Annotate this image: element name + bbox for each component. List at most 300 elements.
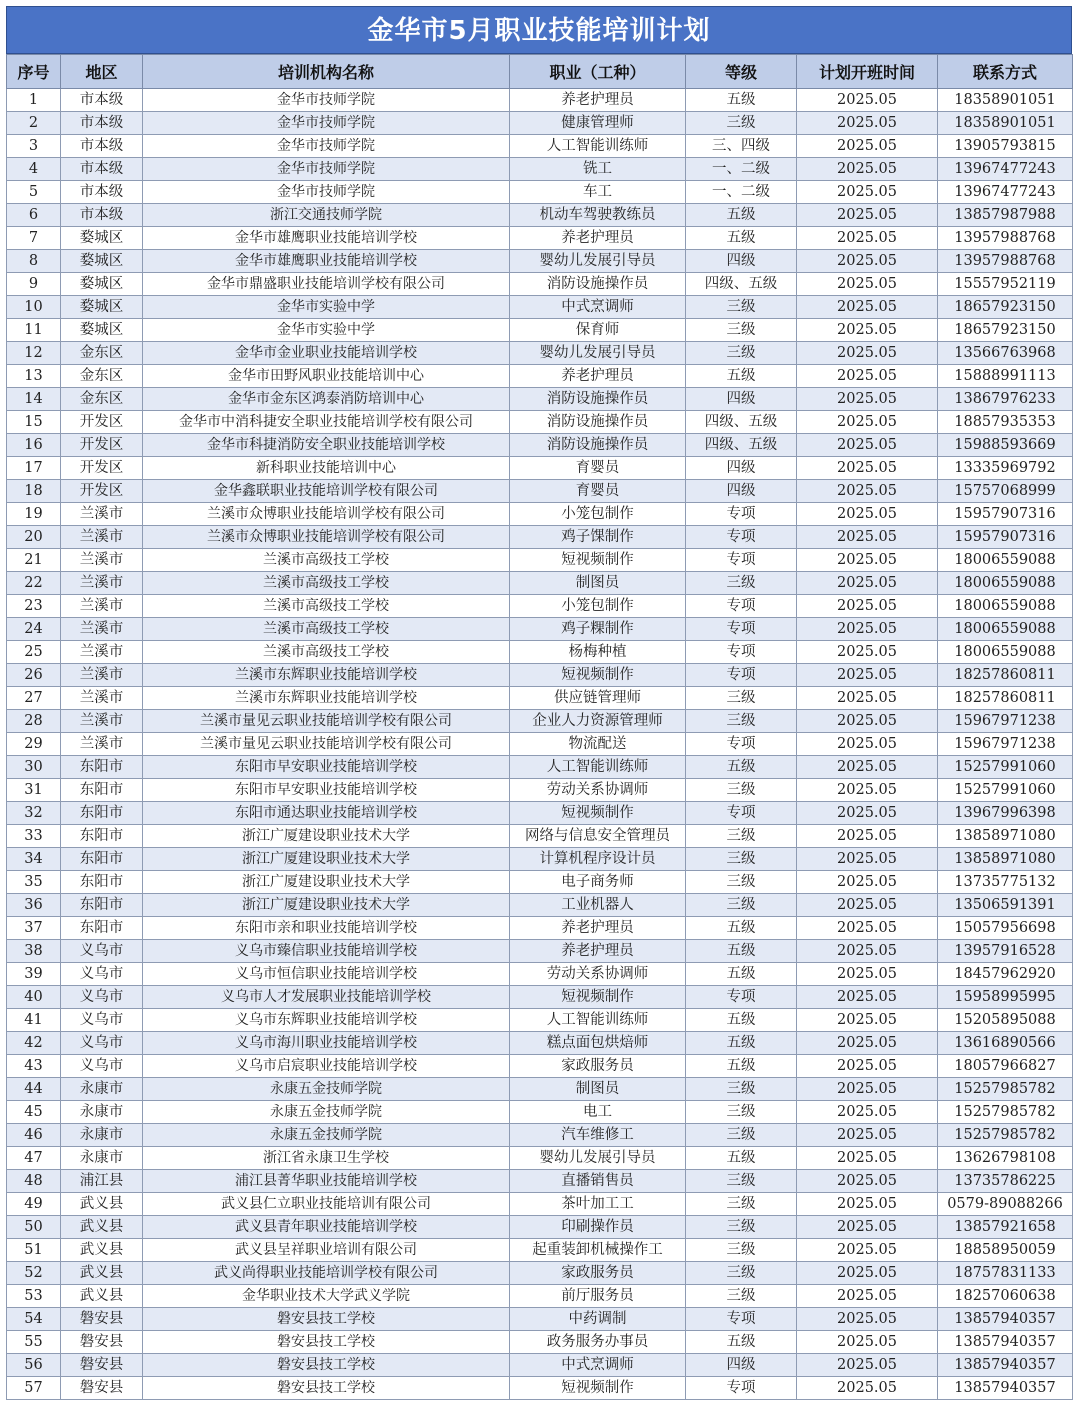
cell-occupation: 养老护理员 [510,89,686,112]
cell-occupation: 鸡子粿制作 [510,618,686,641]
cell-region: 义乌市 [61,940,143,963]
cell-start-date: 2025.05 [797,963,938,986]
cell-institution: 永康五金技师学院 [143,1101,510,1124]
cell-occupation: 短视频制作 [510,549,686,572]
cell-level: 四级、五级 [686,411,797,434]
cell-region: 永康市 [61,1124,143,1147]
table-row [7,457,1073,480]
cell-index: 48 [7,1170,61,1193]
cell-index: 14 [7,388,61,411]
cell-index: 57 [7,1377,61,1400]
cell-level: 五级 [686,1055,797,1078]
cell-region: 开发区 [61,434,143,457]
cell-level: 五级 [686,756,797,779]
cell-contact: 13858971080 [938,848,1073,871]
cell-occupation: 人工智能训练师 [510,135,686,158]
cell-level: 五级 [686,365,797,388]
cell-index: 19 [7,503,61,526]
cell-institution: 金华市金东区鸿泰消防培训中心 [143,388,510,411]
cell-institution: 金华市科捷消防安全职业技能培训学校 [143,434,510,457]
cell-start-date: 2025.05 [797,756,938,779]
cell-start-date: 2025.05 [797,1101,938,1124]
cell-level: 三级 [686,1170,797,1193]
cell-level: 专项 [686,802,797,825]
cell-institution: 金华职业技术大学武义学院 [143,1285,510,1308]
cell-index: 3 [7,135,61,158]
cell-level: 三级 [686,296,797,319]
cell-region: 兰溪市 [61,710,143,733]
cell-region: 义乌市 [61,1055,143,1078]
table-row [7,1216,1073,1239]
cell-start-date: 2025.05 [797,1239,938,1262]
cell-start-date: 2025.05 [797,618,938,641]
cell-start-date: 2025.05 [797,940,938,963]
cell-region: 兰溪市 [61,572,143,595]
cell-start-date: 2025.05 [797,480,938,503]
cell-index: 54 [7,1308,61,1331]
cell-level: 三级 [686,848,797,871]
cell-index: 45 [7,1101,61,1124]
table-row [7,1354,1073,1377]
cell-institution: 武义县仁立职业技能培训有限公司 [143,1193,510,1216]
cell-start-date: 2025.05 [797,181,938,204]
cell-occupation: 汽车维修工 [510,1124,686,1147]
cell-institution: 义乌市人才发展职业技能培训学校 [143,986,510,1009]
cell-occupation: 消防设施操作员 [510,411,686,434]
cell-start-date: 2025.05 [797,710,938,733]
cell-occupation: 杨梅种植 [510,641,686,664]
cell-index: 20 [7,526,61,549]
cell-start-date: 2025.05 [797,411,938,434]
cell-index: 25 [7,641,61,664]
cell-start-date: 2025.05 [797,1354,938,1377]
cell-index: 26 [7,664,61,687]
cell-contact: 13867976233 [938,388,1073,411]
table-row [7,549,1073,572]
cell-region: 兰溪市 [61,595,143,618]
cell-level: 五级 [686,1009,797,1032]
cell-index: 4 [7,158,61,181]
table-row [7,871,1073,894]
cell-index: 1 [7,89,61,112]
table-row [7,342,1073,365]
cell-institution: 浙江广厦建设职业技术大学 [143,894,510,917]
cell-level: 专项 [686,641,797,664]
cell-occupation: 消防设施操作员 [510,434,686,457]
cell-institution: 兰溪市量见云职业技能培训学校有限公司 [143,710,510,733]
cell-index: 21 [7,549,61,572]
cell-institution: 东阳市早安职业技能培训学校 [143,779,510,802]
cell-institution: 金华市鼎盛职业技能培训学校有限公司 [143,273,510,296]
cell-occupation: 电子商务师 [510,871,686,894]
cell-occupation: 供应链管理师 [510,687,686,710]
cell-level: 三级 [686,1101,797,1124]
cell-index: 47 [7,1147,61,1170]
cell-level: 一、二级 [686,158,797,181]
cell-contact: 18006559088 [938,618,1073,641]
cell-index: 55 [7,1331,61,1354]
table-row [7,687,1073,710]
cell-region: 兰溪市 [61,549,143,572]
cell-level: 五级 [686,1331,797,1354]
cell-start-date: 2025.05 [797,1170,938,1193]
table-row [7,1170,1073,1193]
column-header-institution: 培训机构名称 [143,55,510,89]
table-row [7,480,1073,503]
cell-occupation: 鸡子馃制作 [510,526,686,549]
table-row [7,158,1073,181]
cell-contact: 18657923150 [938,296,1073,319]
cell-level: 四级 [686,1354,797,1377]
table-row [7,779,1073,802]
cell-start-date: 2025.05 [797,204,938,227]
column-header-level: 等级 [686,55,797,89]
cell-institution: 兰溪市量见云职业技能培训学校有限公司 [143,733,510,756]
cell-region: 兰溪市 [61,503,143,526]
cell-contact: 13616890566 [938,1032,1073,1055]
cell-region: 永康市 [61,1078,143,1101]
cell-region: 磐安县 [61,1377,143,1400]
cell-occupation: 家政服务员 [510,1262,686,1285]
cell-level: 三级 [686,319,797,342]
cell-region: 市本级 [61,158,143,181]
cell-contact: 13857940357 [938,1331,1073,1354]
cell-institution: 浙江广厦建设职业技术大学 [143,825,510,848]
table-row [7,296,1073,319]
cell-contact: 13857940357 [938,1377,1073,1400]
table-row [7,112,1073,135]
cell-occupation: 电工 [510,1101,686,1124]
cell-institution: 金华市技师学院 [143,112,510,135]
cell-level: 五级 [686,1032,797,1055]
cell-region: 磐安县 [61,1308,143,1331]
cell-region: 东阳市 [61,825,143,848]
cell-start-date: 2025.05 [797,296,938,319]
cell-occupation: 网络与信息安全管理员 [510,825,686,848]
cell-level: 三级 [686,112,797,135]
page-title: 金华市5月职业技能培训计划 [6,6,1072,54]
cell-level: 五级 [686,89,797,112]
cell-occupation: 直播销售员 [510,1170,686,1193]
cell-contact: 15557952119 [938,273,1073,296]
cell-contact: 13957916528 [938,940,1073,963]
cell-institution: 金华市金业职业技能培训学校 [143,342,510,365]
cell-level: 三级 [686,1078,797,1101]
cell-index: 23 [7,595,61,618]
cell-occupation: 消防设施操作员 [510,273,686,296]
table-row [7,1262,1073,1285]
cell-region: 兰溪市 [61,687,143,710]
cell-index: 11 [7,319,61,342]
cell-occupation: 铣工 [510,158,686,181]
cell-contact: 18457962920 [938,963,1073,986]
cell-institution: 磐安县技工学校 [143,1377,510,1400]
cell-region: 兰溪市 [61,526,143,549]
table-row [7,802,1073,825]
cell-region: 义乌市 [61,1009,143,1032]
cell-contact: 13857921658 [938,1216,1073,1239]
cell-occupation: 短视频制作 [510,986,686,1009]
cell-start-date: 2025.05 [797,1078,938,1101]
table-row [7,733,1073,756]
cell-contact: 18358901051 [938,112,1073,135]
table-row [7,1101,1073,1124]
cell-region: 市本级 [61,112,143,135]
cell-occupation: 小笼包制作 [510,595,686,618]
cell-institution: 兰溪市高级技工学校 [143,595,510,618]
cell-contact: 18257860811 [938,687,1073,710]
cell-occupation: 保育师 [510,319,686,342]
cell-level: 专项 [686,1308,797,1331]
cell-occupation: 糕点面包烘焙师 [510,1032,686,1055]
cell-level: 四级、五级 [686,434,797,457]
cell-level: 五级 [686,227,797,250]
cell-level: 四级、五级 [686,273,797,296]
cell-institution: 浙江交通技师学院 [143,204,510,227]
cell-start-date: 2025.05 [797,158,938,181]
cell-occupation: 劳动关系协调师 [510,963,686,986]
cell-contact: 15988593669 [938,434,1073,457]
table-row [7,641,1073,664]
cell-start-date: 2025.05 [797,664,938,687]
cell-index: 12 [7,342,61,365]
cell-level: 三级 [686,1124,797,1147]
cell-institution: 义乌市海川职业技能培训学校 [143,1032,510,1055]
table-row [7,572,1073,595]
cell-start-date: 2025.05 [797,1055,938,1078]
cell-level: 一、二级 [686,181,797,204]
cell-region: 磐安县 [61,1354,143,1377]
table-row [7,1377,1073,1400]
table-row [7,917,1073,940]
table-row [7,1193,1073,1216]
cell-occupation: 婴幼儿发展引导员 [510,250,686,273]
cell-region: 婺城区 [61,273,143,296]
table-row [7,710,1073,733]
cell-level: 三、四级 [686,135,797,158]
cell-region: 武义县 [61,1193,143,1216]
cell-contact: 18057966827 [938,1055,1073,1078]
table-row [7,273,1073,296]
cell-region: 义乌市 [61,963,143,986]
cell-contact: 15888991113 [938,365,1073,388]
cell-occupation: 婴幼儿发展引导员 [510,342,686,365]
cell-start-date: 2025.05 [797,572,938,595]
table-row [7,250,1073,273]
cell-contact: 15967971238 [938,710,1073,733]
cell-start-date: 2025.05 [797,1124,938,1147]
cell-level: 三级 [686,1193,797,1216]
cell-start-date: 2025.05 [797,871,938,894]
cell-region: 金东区 [61,365,143,388]
cell-start-date: 2025.05 [797,549,938,572]
cell-institution: 兰溪市东辉职业技能培训学校 [143,664,510,687]
cell-region: 市本级 [61,204,143,227]
cell-index: 39 [7,963,61,986]
cell-institution: 金华市技师学院 [143,135,510,158]
cell-contact: 13857987988 [938,204,1073,227]
table-row [7,848,1073,871]
cell-index: 28 [7,710,61,733]
cell-start-date: 2025.05 [797,526,938,549]
cell-institution: 浙江广厦建设职业技术大学 [143,871,510,894]
cell-region: 金东区 [61,342,143,365]
table-row [7,1124,1073,1147]
cell-index: 44 [7,1078,61,1101]
table-body [7,89,1073,1400]
table-row [7,89,1073,112]
cell-institution: 新科职业技能培训中心 [143,457,510,480]
cell-occupation: 人工智能训练师 [510,756,686,779]
cell-contact: 18006559088 [938,641,1073,664]
cell-occupation: 短视频制作 [510,802,686,825]
cell-contact: 13967996398 [938,802,1073,825]
cell-start-date: 2025.05 [797,848,938,871]
cell-index: 30 [7,756,61,779]
cell-region: 磐安县 [61,1331,143,1354]
cell-contact: 13735775132 [938,871,1073,894]
cell-contact: 13735786225 [938,1170,1073,1193]
cell-institution: 武义县青年职业技能培训学校 [143,1216,510,1239]
cell-start-date: 2025.05 [797,894,938,917]
cell-level: 三级 [686,825,797,848]
cell-institution: 金华市技师学院 [143,181,510,204]
cell-region: 东阳市 [61,917,143,940]
cell-level: 专项 [686,733,797,756]
cell-index: 49 [7,1193,61,1216]
table-row [7,434,1073,457]
training-plan-sheet [6,6,1072,1400]
table-row [7,227,1073,250]
cell-occupation: 中式烹调师 [510,296,686,319]
table-row [7,1308,1073,1331]
cell-start-date: 2025.05 [797,250,938,273]
cell-occupation: 车工 [510,181,686,204]
cell-institution: 磐安县技工学校 [143,1308,510,1331]
cell-index: 37 [7,917,61,940]
cell-start-date: 2025.05 [797,135,938,158]
table-row [7,963,1073,986]
table-row [7,940,1073,963]
cell-institution: 金华市雄鹰职业技能培训学校 [143,250,510,273]
cell-level: 专项 [686,526,797,549]
cell-level: 三级 [686,1262,797,1285]
cell-start-date: 2025.05 [797,365,938,388]
cell-level: 专项 [686,503,797,526]
cell-institution: 兰溪市高级技工学校 [143,618,510,641]
cell-institution: 永康五金技师学院 [143,1078,510,1101]
cell-contact: 15957907316 [938,526,1073,549]
cell-institution: 武义尚得职业技能培训学校有限公司 [143,1262,510,1285]
column-header-occupation: 职业（工种） [510,55,686,89]
table-row [7,756,1073,779]
cell-institution: 金华鑫联职业技能培训学校有限公司 [143,480,510,503]
cell-index: 46 [7,1124,61,1147]
training-plan-table [6,54,1073,1400]
cell-start-date: 2025.05 [797,319,938,342]
cell-contact: 18257860811 [938,664,1073,687]
cell-region: 义乌市 [61,986,143,1009]
table-row [7,1331,1073,1354]
cell-occupation: 人工智能训练师 [510,1009,686,1032]
cell-index: 50 [7,1216,61,1239]
cell-occupation: 印刷操作员 [510,1216,686,1239]
cell-index: 16 [7,434,61,457]
cell-occupation: 政务服务办事员 [510,1331,686,1354]
cell-contact: 18358901051 [938,89,1073,112]
cell-occupation: 消防设施操作员 [510,388,686,411]
cell-index: 15 [7,411,61,434]
cell-contact: 15967971238 [938,733,1073,756]
cell-occupation: 中药调制 [510,1308,686,1331]
cell-occupation: 短视频制作 [510,664,686,687]
cell-region: 东阳市 [61,871,143,894]
cell-start-date: 2025.05 [797,273,938,296]
cell-institution: 金华市中消科捷安全职业技能培训学校有限公司 [143,411,510,434]
cell-level: 五级 [686,940,797,963]
cell-region: 金东区 [61,388,143,411]
cell-level: 三级 [686,1216,797,1239]
cell-contact: 13967477243 [938,181,1073,204]
cell-level: 专项 [686,986,797,1009]
cell-occupation: 养老护理员 [510,227,686,250]
cell-contact: 13335969792 [938,457,1073,480]
cell-index: 7 [7,227,61,250]
cell-occupation: 劳动关系协调师 [510,779,686,802]
cell-level: 专项 [686,549,797,572]
cell-start-date: 2025.05 [797,733,938,756]
cell-occupation: 育婴员 [510,480,686,503]
cell-level: 三级 [686,342,797,365]
cell-institution: 金华市实验中学 [143,319,510,342]
cell-institution: 兰溪市众博职业技能培训学校有限公司 [143,526,510,549]
cell-institution: 义乌市臻信职业技能培训学校 [143,940,510,963]
cell-institution: 兰溪市高级技工学校 [143,549,510,572]
cell-institution: 兰溪市东辉职业技能培训学校 [143,687,510,710]
cell-level: 三级 [686,710,797,733]
cell-institution: 武义县呈祥职业培训有限公司 [143,1239,510,1262]
cell-index: 31 [7,779,61,802]
cell-contact: 18858950059 [938,1239,1073,1262]
cell-contact: 15257991060 [938,779,1073,802]
cell-index: 17 [7,457,61,480]
cell-level: 三级 [686,894,797,917]
cell-start-date: 2025.05 [797,986,938,1009]
cell-level: 专项 [686,664,797,687]
cell-index: 18 [7,480,61,503]
cell-institution: 东阳市通达职业技能培训学校 [143,802,510,825]
cell-institution: 义乌市恒信职业技能培训学校 [143,963,510,986]
cell-start-date: 2025.05 [797,687,938,710]
cell-start-date: 2025.05 [797,89,938,112]
cell-index: 27 [7,687,61,710]
cell-region: 婺城区 [61,319,143,342]
cell-contact: 18006559088 [938,595,1073,618]
cell-start-date: 2025.05 [797,641,938,664]
cell-occupation: 短视频制作 [510,1377,686,1400]
cell-contact: 15205895088 [938,1009,1073,1032]
cell-region: 永康市 [61,1147,143,1170]
cell-level: 四级 [686,480,797,503]
table-row [7,1055,1073,1078]
cell-index: 33 [7,825,61,848]
cell-institution: 兰溪市高级技工学校 [143,641,510,664]
cell-start-date: 2025.05 [797,503,938,526]
table-row [7,825,1073,848]
cell-level: 专项 [686,1377,797,1400]
cell-contact: 13905793815 [938,135,1073,158]
table-row [7,1239,1073,1262]
